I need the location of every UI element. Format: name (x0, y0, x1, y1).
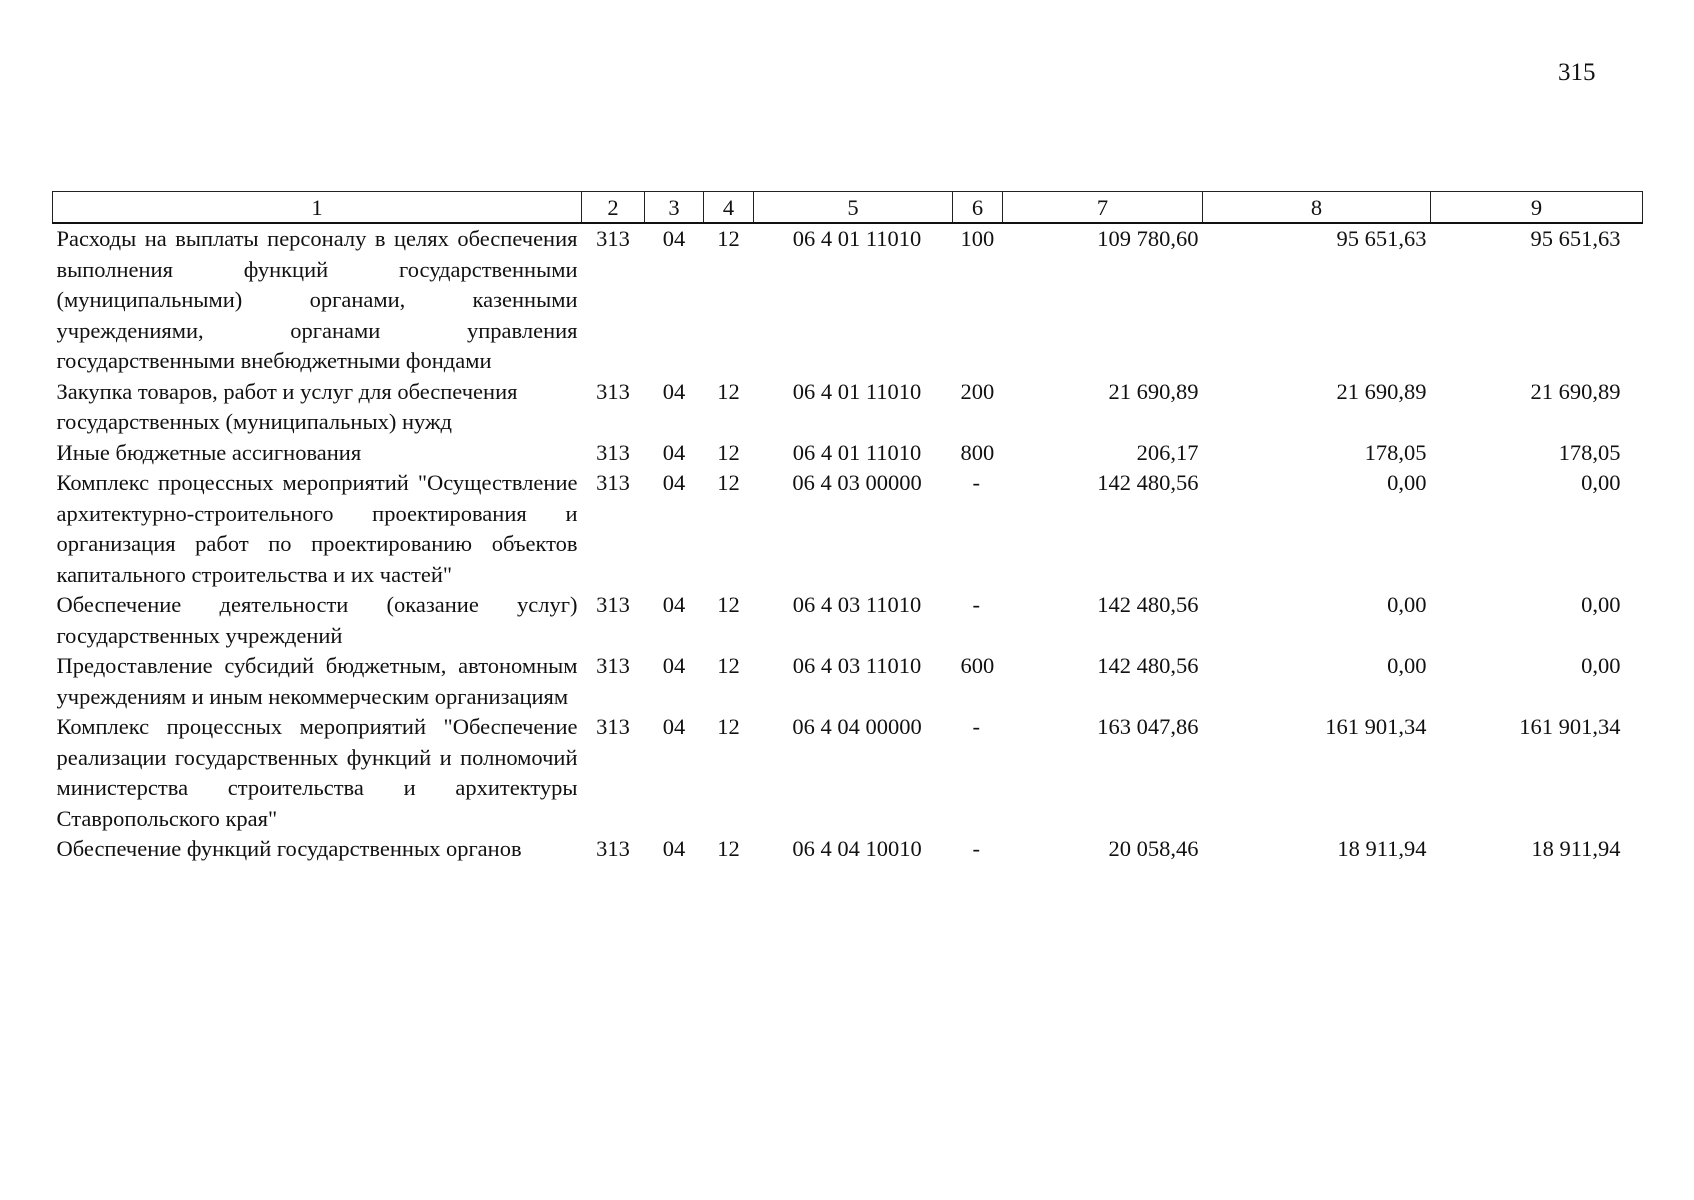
row-subsection: 12 (717, 592, 740, 617)
row-expense-type: - (972, 714, 980, 739)
row-subsection: 12 (717, 378, 740, 404)
row-target-article: 06 4 03 11010 (792, 592, 922, 617)
row-amount-7: 142 480,56 (1097, 592, 1199, 617)
row-amount-7: 109 780,60 (1097, 226, 1199, 251)
row-ministry-code: 313 (596, 836, 630, 861)
row-ministry-code: 313 (596, 592, 630, 617)
column-header-4: 4 (704, 192, 754, 224)
row-ministry-code: 313 (596, 439, 630, 465)
row-amount-9: 0,00 (1581, 592, 1621, 617)
row-amount-8: 21 690,89 (1336, 378, 1427, 404)
table-row (53, 651, 1643, 712)
column-header-5: 5 (754, 192, 953, 224)
row-name: Иные бюджетные ассигнования (56, 439, 362, 465)
row-name: Обеспечение деятельности (оказание услуг) государственных учреждений (56, 592, 578, 648)
row-subsection: 12 (717, 226, 740, 251)
row-expense-type: 800 (960, 439, 995, 465)
row-amount-7: 21 690,89 (1108, 378, 1199, 404)
table-row (53, 712, 1643, 834)
row-amount-7: 206,17 (1136, 439, 1199, 465)
row-ministry-code: 313 (596, 470, 630, 495)
row-name: Обеспечение функций государственных органов (56, 836, 522, 861)
row-amount-8: 161 901,34 (1325, 714, 1427, 739)
budget-table (52, 191, 1643, 865)
row-amount-8: 0,00 (1387, 653, 1427, 678)
row-amount-9: 95 651,63 (1530, 226, 1621, 251)
table-row (53, 438, 1643, 469)
row-target-article: 06 4 04 00000 (792, 714, 922, 739)
row-target-article: 06 4 03 00000 (792, 470, 922, 495)
row-name: Комплекс процессных мероприятий "Осуществление архитектурно-строительного проектирования и организация работ по проектированию объектов капитального строительства и их частей" (56, 470, 578, 587)
column-header-6: 6 (953, 192, 1003, 224)
column-header-9: 9 (1431, 192, 1643, 224)
row-section: 04 (662, 226, 686, 251)
table-row (53, 223, 1643, 377)
table-row (53, 468, 1643, 590)
column-header-1: 1 (53, 192, 582, 224)
row-amount-8: 0,00 (1387, 470, 1427, 495)
row-amount-7: 163 047,86 (1097, 714, 1199, 739)
row-target-article: 06 4 01 11010 (792, 226, 922, 251)
row-amount-7: 142 480,56 (1097, 470, 1199, 495)
row-expense-type: - (972, 836, 980, 861)
row-expense-type: 100 (960, 226, 995, 251)
row-section: 04 (662, 470, 686, 495)
row-name: Закупка товаров, работ и услуг для обеспечения государственных (муниципальных) нужд (56, 378, 518, 434)
row-section: 04 (662, 714, 686, 739)
column-header-3: 3 (645, 192, 704, 224)
row-section: 04 (662, 592, 686, 617)
row-target-article: 06 4 04 10010 (792, 836, 922, 861)
column-header-2: 2 (582, 192, 645, 224)
row-name: Расходы на выплаты персоналу в целях обеспечения выполнения функций государственными (муниципальными) органами, казенными учреждениями, органами управления государственными внебюджетными фондами (56, 226, 578, 373)
table-header-row (53, 192, 1643, 224)
row-ministry-code: 313 (596, 378, 630, 404)
row-expense-type: 600 (960, 653, 995, 678)
row-subsection: 12 (717, 653, 740, 678)
row-amount-9: 178,05 (1558, 439, 1621, 465)
row-target-article: 06 4 01 11010 (792, 378, 922, 404)
row-subsection: 12 (717, 836, 740, 861)
row-amount-9: 18 911,94 (1531, 836, 1621, 861)
row-subsection: 12 (717, 714, 740, 739)
row-expense-type: - (972, 470, 980, 495)
row-amount-8: 178,05 (1364, 439, 1427, 465)
column-header-8: 8 (1203, 192, 1431, 224)
row-amount-7: 20 058,46 (1108, 836, 1199, 861)
row-section: 04 (662, 653, 686, 678)
row-amount-9: 21 690,89 (1530, 378, 1621, 404)
row-subsection: 12 (717, 470, 740, 495)
row-amount-8: 0,00 (1387, 592, 1427, 617)
row-ministry-code: 313 (596, 714, 630, 739)
row-amount-7: 142 480,56 (1097, 653, 1199, 678)
row-subsection: 12 (717, 439, 740, 465)
table-row (53, 590, 1643, 651)
row-ministry-code: 313 (596, 226, 630, 251)
row-section: 04 (662, 836, 686, 861)
table-row (53, 377, 1643, 438)
row-amount-9: 161 901,34 (1519, 714, 1621, 739)
row-expense-type: 200 (960, 378, 995, 404)
row-amount-8: 95 651,63 (1336, 226, 1427, 251)
row-name: Комплекс процессных мероприятий "Обеспечение реализации государственных функций и полномочий министерства строительства и архитектуры Ставропольского края" (56, 714, 578, 831)
row-amount-8: 18 911,94 (1337, 836, 1427, 861)
table-row (53, 834, 1643, 865)
row-expense-type: - (972, 592, 980, 617)
row-name: Предоставление субсидий бюджетным, автономным учреждениям и иным некоммерческим организациям (56, 653, 578, 709)
page-number: 315 (1558, 59, 1596, 86)
row-amount-9: 0,00 (1581, 470, 1621, 495)
column-header-7: 7 (1003, 192, 1203, 224)
row-section: 04 (662, 378, 686, 404)
row-target-article: 06 4 03 11010 (792, 653, 922, 678)
row-ministry-code: 313 (596, 653, 630, 678)
row-target-article: 06 4 01 11010 (792, 439, 922, 465)
row-section: 04 (662, 439, 686, 465)
row-amount-9: 0,00 (1581, 653, 1621, 678)
